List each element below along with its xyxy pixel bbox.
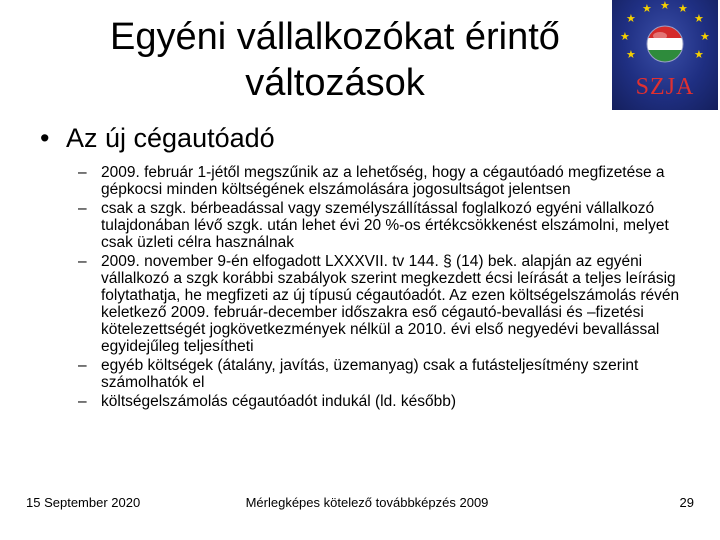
sub-bullet-text: költségelszámolás cégautóadót indukál (ld. később) (101, 393, 456, 410)
svg-text:★: ★ (626, 48, 636, 61)
dash-symbol: – (78, 164, 87, 181)
dash-symbol: – (78, 357, 87, 374)
sub-bullet-item (78, 164, 698, 198)
sub-bullet-item (78, 253, 698, 355)
sub-bullet-item (78, 200, 698, 251)
svg-text:★: ★ (626, 12, 636, 25)
svg-text:★: ★ (620, 30, 630, 43)
sub-bullet-text: 2009. február 1-jétől megszűnik az a lehetőség, hogy a cégautóadó megfizetése a gépkocsi minden költségének elszámolására jogosultságot jelentsen (101, 164, 665, 198)
logo-label: SZJA (635, 74, 695, 100)
main-bullet-text: Az új cégautóadó (66, 123, 275, 153)
footer-course-title: Mérlegképes kötelező továbbképzés 2009 (245, 495, 489, 510)
sub-bullet-list (78, 164, 698, 412)
slide-title (95, 14, 575, 106)
szja-logo (612, 0, 718, 110)
title-line-1: Egyéni vállalkozókat érintő (110, 16, 560, 58)
svg-text:★: ★ (642, 2, 652, 15)
title-line-2: változások (245, 62, 425, 104)
footer-date: 15 September 2020 (26, 495, 141, 510)
dash-symbol: – (78, 393, 87, 410)
svg-text:★: ★ (694, 48, 704, 61)
bullet-symbol: • (40, 123, 50, 153)
svg-text:★: ★ (678, 2, 688, 15)
dash-symbol: – (78, 200, 87, 217)
page-number: 29 (679, 495, 694, 510)
hungarian-flag-globe-icon (612, 0, 718, 80)
sub-bullet-text: csak a szgk. bérbeadással vagy személyszállítással foglalkozó egyéni vállalkozó tulajdonában lévő szgk. után lehet évi 20 %-os értékcsökkenést elszámolni, melyet csak üzleti célra használnak (101, 200, 669, 251)
sub-bullet-text: 2009. november 9-én elfogadott LXXXVII. tv 144. § (14) bek. alapján az egyéni vállalkozó a szgk korábbi szabályok szerint megkezdett écsi leírását a teljes leírásig folytathatja, he megfizeti az új típusú cégautóadót. Az ezen költségelszámolás révén keletkező 2009. február-december időszakra eső cégautó-bevallási és –fizetési kötelezettségét jogkövetkezmények nélkül a 2010. évi első negyedévi bevallással egyidejűleg teljesítheti (101, 253, 680, 355)
svg-text:★: ★ (694, 12, 704, 25)
sub-bullet-item (78, 357, 698, 391)
main-bullet (40, 122, 275, 154)
svg-text:★: ★ (700, 30, 710, 43)
sub-bullet-item (78, 393, 698, 410)
dash-symbol: – (78, 253, 87, 270)
svg-text:★: ★ (660, 0, 670, 12)
sub-bullet-text: egyéb költségek (átalány, javítás, üzemanyag) csak a futásteljesítmény szerint számolhatók el (101, 357, 639, 391)
